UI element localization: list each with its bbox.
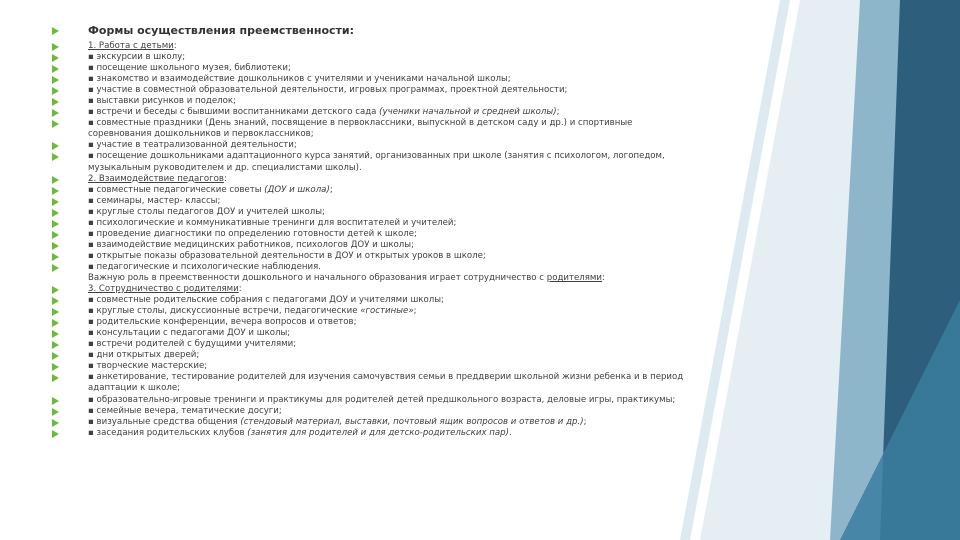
text-fragment: ▪ совместные родительские собрания с педагогами ДОУ и учителями школы; (88, 295, 444, 306)
text-fragment: ▪ психологические и коммуникативные тренинги для воспитателей и учителей; (88, 217, 457, 228)
text-line (52, 63, 772, 74)
text-line (52, 273, 772, 284)
text-line (52, 185, 772, 196)
text-fragment: : (238, 284, 242, 295)
green-arrow-bullet-icon (52, 363, 59, 371)
text-line (52, 163, 772, 174)
text-fragment: ▪ совместные праздники (День знаний, посвящение в первоклассники, выпускной в детском саду и др.) и спортивные (88, 118, 633, 129)
green-arrow-bullet-icon (52, 419, 59, 427)
text-fragment: ▪ семинары, мастер- классы; (88, 195, 221, 206)
green-arrow-bullet-icon (52, 120, 59, 128)
text-line (52, 207, 772, 218)
text-line (52, 196, 772, 207)
green-arrow-bullet-icon (52, 209, 59, 217)
text-line (52, 295, 772, 306)
green-arrow-bullet-icon (52, 430, 59, 438)
text-fragment: ▪ участие в совместной образовательной деятельности, игровых программах, проектной деятельности; (88, 85, 568, 96)
green-arrow-bullet-icon (52, 142, 59, 150)
text-fragment: : (223, 173, 227, 184)
text-fragment: ▪ образовательно-игровые тренинги и практикумы для родителей детей предшкольного возраста, деловые игры, практикумы; (88, 394, 676, 405)
text-line (52, 417, 772, 428)
text-line (52, 251, 772, 262)
green-arrow-bullet-icon (52, 54, 59, 62)
green-arrow-bullet-icon (52, 242, 59, 250)
text-fragment: 1. Работа с детьми (88, 41, 174, 51)
green-arrow-bullet-icon (52, 187, 59, 195)
text-line (52, 41, 772, 52)
text-fragment: ▪ участие в театрализованной деятельности; (88, 140, 297, 151)
text-fragment: ; (583, 416, 587, 427)
text-line (52, 174, 772, 185)
text-line (52, 328, 772, 339)
text-fragment: (ДОУ и школа) (264, 184, 330, 195)
text-line (52, 74, 772, 85)
green-arrow-bullet-icon (52, 408, 59, 416)
text-fragment: : (173, 41, 177, 51)
green-arrow-bullet-icon (52, 87, 59, 95)
green-arrow-bullet-icon (52, 176, 59, 184)
text-line (52, 240, 772, 251)
green-arrow-bullet-icon (52, 27, 59, 35)
text-fragment: (занятия для родителей и для детско-родительских пар) (247, 427, 509, 438)
green-arrow-bullet-icon (52, 341, 59, 349)
text-fragment: ▪ встречи родителей с будущими учителями; (88, 339, 297, 350)
green-arrow-bullet-icon (52, 264, 59, 272)
text-line (52, 151, 772, 162)
text-fragment: ▪ выставки рисунков и поделок; (88, 96, 236, 107)
text-fragment: . (508, 427, 512, 438)
text-fragment: ▪ совместные педагогические советы (88, 184, 265, 195)
slide-title: Формы осуществления преемственности: (88, 24, 355, 37)
green-arrow-bullet-icon (52, 231, 59, 239)
text-line (52, 129, 772, 140)
text-line (52, 361, 772, 372)
text-fragment: Важную роль в преемственности дошкольного и начального образования играет сотрудничество с (88, 272, 547, 283)
text-fragment: родителями (546, 272, 602, 283)
text-line (52, 306, 772, 317)
green-arrow-bullet-icon (52, 330, 59, 338)
text-fragment: «гостиные» (360, 306, 414, 317)
text-line (52, 372, 772, 383)
green-arrow-bullet-icon (52, 308, 59, 316)
text-fragment: соревнования дошкольников и первоклассников; (88, 129, 314, 140)
text-fragment: ▪ педагогические и психологические наблюдения. (88, 261, 321, 272)
text-line (52, 140, 772, 151)
text-line (52, 395, 772, 406)
text-fragment: ; (556, 107, 560, 118)
green-arrow-bullet-icon (52, 374, 59, 382)
green-arrow-bullet-icon (52, 397, 59, 405)
text-line (52, 85, 772, 96)
text-line (52, 107, 772, 118)
text-fragment: ▪ консультации с педагогами ДОУ и школы; (88, 328, 291, 339)
text-fragment: ▪ посещение школьного музея, библиотеки; (88, 63, 291, 74)
text-line (52, 52, 772, 63)
text-fragment: : (602, 272, 605, 283)
green-arrow-bullet-icon (52, 286, 59, 294)
text-line (52, 383, 772, 394)
text-fragment: 2. Взаимодействие педагогов (88, 173, 224, 184)
text-fragment: ▪ круглые столы педагогов ДОУ и учителей школы; (88, 206, 325, 217)
text-line (52, 428, 772, 439)
green-arrow-bullet-icon (52, 198, 59, 206)
text-fragment: ▪ открытые показы образовательной деятельности в ДОУ и открытых уроков в школе; (88, 250, 486, 261)
green-arrow-bullet-icon (52, 43, 59, 51)
text-line (52, 96, 772, 107)
text-fragment: (стендовый материал, выставки, почтовый ящик вопросов и ответов и др.) (240, 416, 584, 427)
green-arrow-bullet-icon (52, 65, 59, 73)
text-line (52, 218, 772, 229)
text-line (52, 406, 772, 417)
slide-title-line (52, 22, 772, 40)
text-fragment: адаптации к школе; (88, 383, 181, 394)
text-fragment: ▪ заседания родительских клубов (88, 427, 248, 438)
green-arrow-bullet-icon (52, 319, 59, 327)
text-fragment: ▪ творческие мастерские; (88, 361, 208, 372)
text-line (52, 339, 772, 350)
text-fragment: ▪ экскурсии в школу; (88, 52, 186, 63)
text-line (52, 229, 772, 240)
text-fragment: ▪ дни открытых дверей; (88, 350, 200, 361)
text-line (52, 118, 772, 129)
text-fragment: ▪ родительские конференции, вечера вопросов и ответов; (88, 317, 357, 328)
green-arrow-bullet-icon (52, 153, 59, 161)
slide-content (52, 22, 772, 439)
text-fragment: ▪ знакомство и взаимодействие дошкольников с учителями и учениками начальной школы; (88, 74, 511, 85)
text-fragment: (ученики начальной и средней школы) (379, 107, 557, 118)
text-line (52, 317, 772, 328)
text-fragment: ▪ семейные вечера, тематические досуги; (88, 405, 282, 416)
green-arrow-bullet-icon (52, 253, 59, 261)
green-arrow-bullet-icon (52, 352, 59, 360)
green-arrow-bullet-icon (52, 76, 59, 84)
text-line (52, 262, 772, 273)
text-fragment: ▪ проведение диагностики по определению готовности детей к школе; (88, 228, 417, 239)
text-fragment: ▪ анкетирование, тестирование родителей для изучения самочувствия семьи в преддверии школьной жизни ребенка и в период (88, 372, 684, 383)
text-fragment: 3. Сотрудничество с родителями (88, 284, 239, 295)
green-arrow-bullet-icon (52, 98, 59, 106)
green-arrow-bullet-icon (52, 297, 59, 305)
text-fragment: ▪ визуальные средства общения (88, 416, 241, 427)
text-line (52, 284, 772, 295)
text-fragment: ▪ взаимодействие медицинских работников, психологов ДОУ и школы; (88, 239, 414, 250)
text-fragment: ; (329, 184, 333, 195)
text-fragment: ▪ круглые столы, дискуссионные встречи, педагогические (88, 306, 361, 317)
text-lines (52, 41, 772, 439)
text-line (52, 350, 772, 361)
green-arrow-bullet-icon (52, 109, 59, 117)
text-fragment: ▪ встречи и беседы с бывшими воспитанниками детского сада (88, 107, 380, 118)
text-fragment: ▪ посещение дошкольниками адаптационного курса занятий, организованных при школе (занятия с психологом, логопедом, (88, 151, 665, 162)
text-fragment: музыкальным руководителем и др. специалистами школы). (88, 162, 362, 173)
green-arrow-bullet-icon (52, 220, 59, 228)
text-fragment: ; (413, 306, 417, 317)
